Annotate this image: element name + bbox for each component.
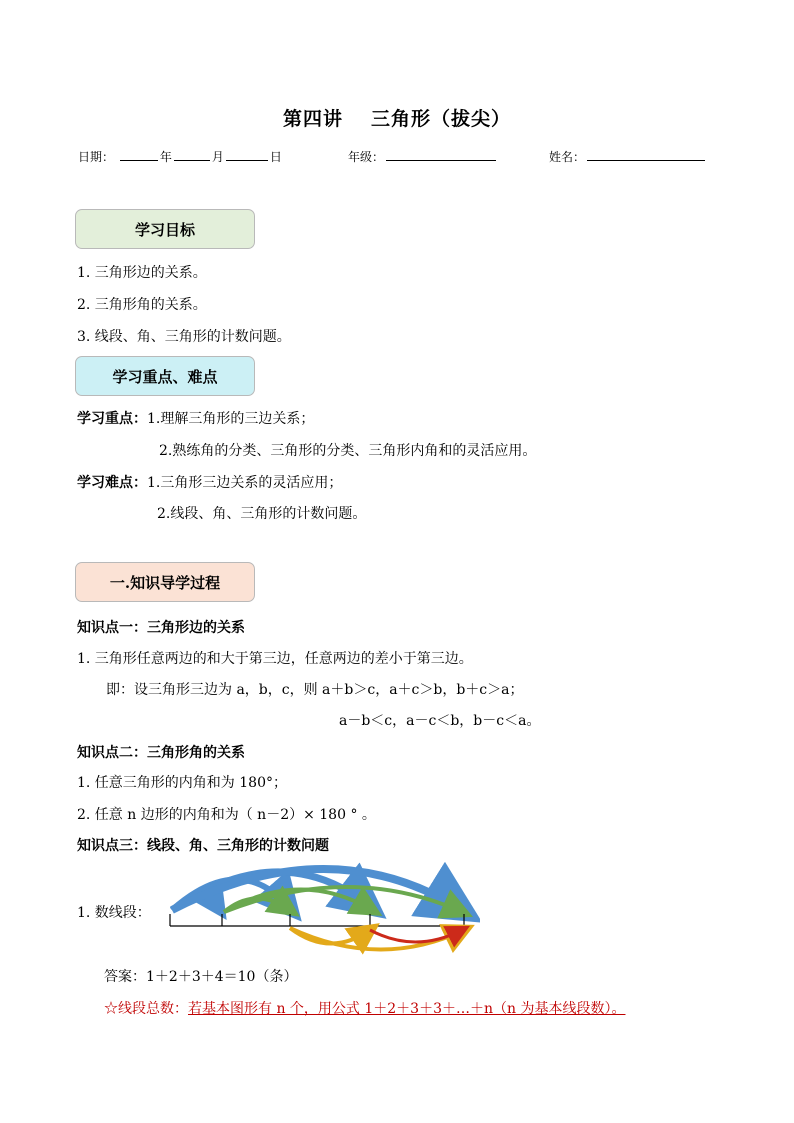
month-label: 月 bbox=[211, 150, 224, 164]
name-label: 姓名： bbox=[549, 150, 586, 164]
goals-heading-box bbox=[75, 209, 255, 249]
difficulty-item-2: 2.线段、角、三角形的计数问题。 bbox=[157, 506, 367, 522]
grade-blank[interactable] bbox=[386, 149, 496, 161]
key-points-heading-box bbox=[75, 356, 255, 396]
kp2-item-2: 2. 任意 n 边形的内角和为（ n－2）× 180 ° 。 bbox=[77, 807, 376, 823]
lecture-topic: 三角形（拔尖） bbox=[371, 108, 512, 130]
year-blank[interactable] bbox=[120, 149, 158, 161]
segment-count-diagram bbox=[150, 858, 480, 958]
focus-item-1: 1.理解三角形的三边关系； bbox=[147, 411, 315, 427]
kp3-item-1: 1. 数线段： bbox=[77, 905, 151, 921]
goal-item-2: 2. 三角形角的关系。 bbox=[77, 297, 207, 313]
formula-prefix: ☆线段总数： bbox=[104, 1001, 188, 1017]
year-label: 年 bbox=[159, 150, 172, 164]
date-row bbox=[78, 148, 282, 165]
difficulty-item-1: 1.三角形三边关系的灵活应用； bbox=[147, 475, 343, 491]
formula-line bbox=[104, 998, 625, 1018]
kp1-inequality-1: 即：设三角形三边为 a，b，c，则 a＋b＞c，a＋c＞b，b＋c＞a； bbox=[106, 682, 524, 698]
key-points-heading: 学习重点、难点 bbox=[112, 367, 218, 386]
goals-heading: 学习目标 bbox=[134, 220, 195, 239]
lecture-number: 第四讲 bbox=[282, 108, 343, 130]
answer-line: 答案：1＋2＋3＋4＝10（条） bbox=[104, 969, 298, 985]
kp1-inequality-2: a－b＜c，a－c＜b，b－c＜a。 bbox=[339, 713, 541, 729]
knowledge-heading-box bbox=[75, 562, 255, 602]
date-label: 日期： bbox=[78, 150, 115, 164]
formula-text: 若基本图形有 n 个，用公式 1＋2＋3＋3＋…＋n（n 为基本线段数）。 bbox=[188, 1001, 626, 1017]
month-blank[interactable] bbox=[174, 149, 210, 161]
goal-item-3: 3. 线段、角、三角形的计数问题。 bbox=[77, 329, 291, 345]
arc-red-1 bbox=[370, 930, 462, 942]
difficulty-row-1 bbox=[77, 472, 342, 492]
kp1-item-1: 1. 三角形任意两边的和大于第三边，任意两边的差小于第三边。 bbox=[77, 651, 473, 667]
focus-row-1 bbox=[77, 408, 314, 428]
goal-item-1: 1. 三角形边的关系。 bbox=[77, 265, 207, 281]
kp1-title: 知识点一：三角形边的关系 bbox=[77, 620, 245, 636]
kp3-title: 知识点三：线段、角、三角形的计数问题 bbox=[77, 838, 329, 854]
page-title bbox=[0, 104, 794, 131]
grade-row bbox=[348, 148, 498, 165]
difficulty-label: 学习难点： bbox=[77, 475, 147, 491]
name-blank[interactable] bbox=[587, 149, 705, 161]
grade-label: 年级： bbox=[348, 150, 385, 164]
focus-label: 学习重点： bbox=[77, 411, 147, 427]
focus-item-2: 2.熟练角的分类、三角形的分类、三角形内角和的灵活应用。 bbox=[159, 443, 537, 459]
day-label: 日 bbox=[269, 150, 282, 164]
kp2-title: 知识点二：三角形角的关系 bbox=[77, 745, 245, 761]
day-blank[interactable] bbox=[226, 149, 268, 161]
knowledge-heading: 一.知识导学过程 bbox=[109, 573, 221, 592]
name-row bbox=[549, 148, 707, 165]
kp2-item-1: 1. 任意三角形的内角和为 180°； bbox=[77, 775, 287, 791]
